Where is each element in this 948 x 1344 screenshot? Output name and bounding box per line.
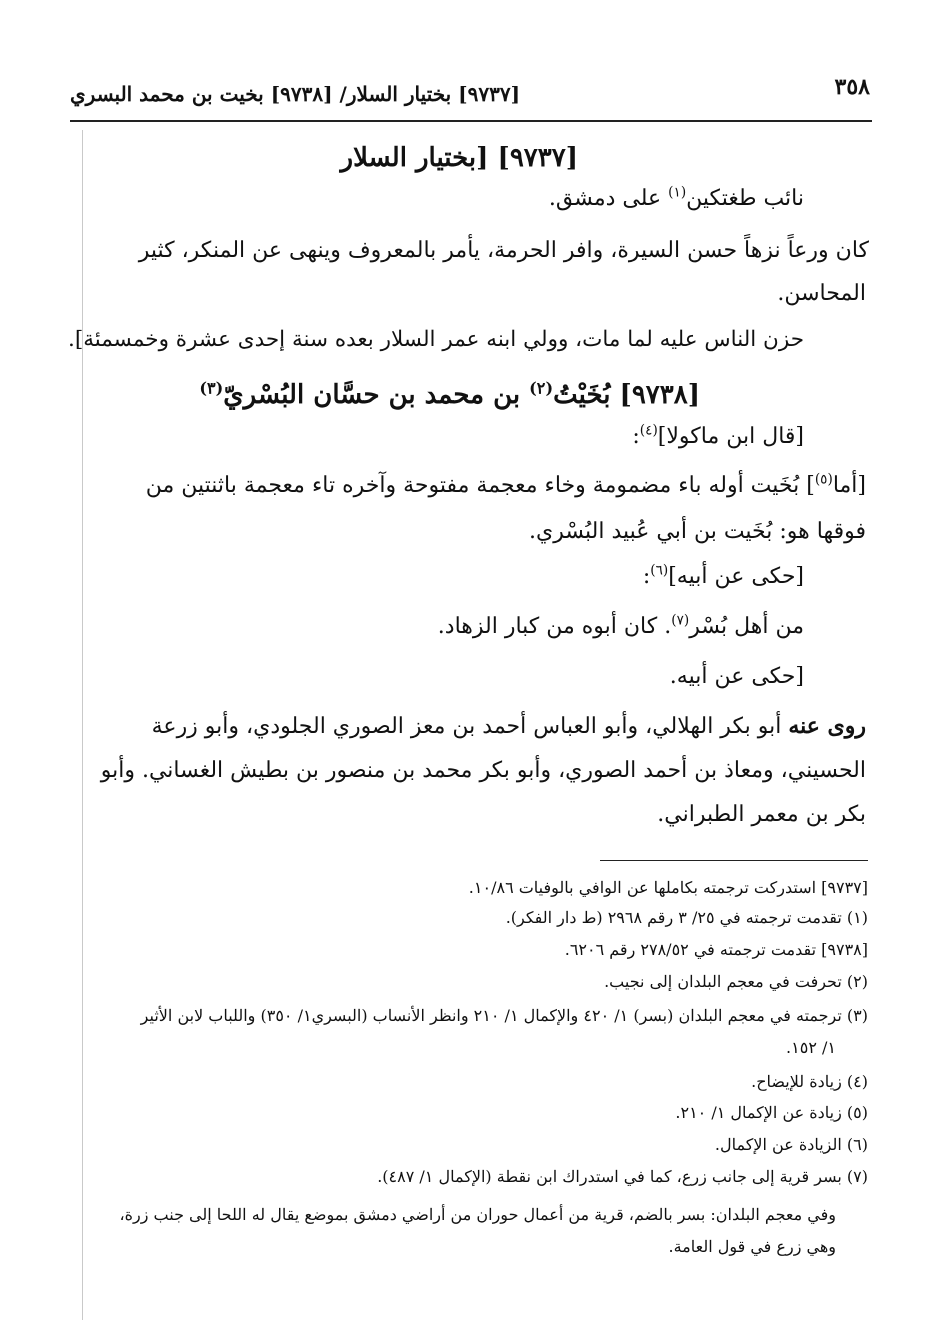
- text: :: [642, 564, 651, 589]
- footnote: (٤) زيادة للإيضاح.: [751, 1072, 868, 1091]
- entry1-para2-line1: [139, 237, 869, 266]
- page-header: [70, 74, 870, 114]
- text: نائب طغتكين: [686, 186, 804, 211]
- footnote: ١/ ١٥٢.: [786, 1038, 836, 1057]
- text: كان ورعاً نزهاً حسن السيرة، وافر الحرمة، يأمر بالمعروف وينهى عن المنكر، كثير: [138, 238, 869, 263]
- entry1-para2-line2: [777, 280, 866, 309]
- text: على دمشق.: [548, 186, 669, 211]
- text: . كان أبوه من كبار الزهاد.: [437, 614, 672, 639]
- text: الحسيني، ومعاذ بن أحمد الصوري، وأبو بكر محمد بن منصور بن بطيش الغساني. وأبو: [100, 758, 866, 783]
- footnote: [٩٧٣٨] تقدمت ترجمته في ٢٧٨/٥٢ رقم ٦٢٠٦.: [564, 940, 868, 959]
- text: بن محمد بن حسَّان البُسْريّ: [223, 380, 530, 410]
- entry-heading-9737: [341, 143, 578, 173]
- footnote: وهي زرع في قول العامة.: [668, 1237, 836, 1256]
- header-rule: [70, 120, 872, 122]
- text: [حكى عن أبيه.: [669, 664, 804, 689]
- rawa-line1: [152, 712, 866, 742]
- footnote-ref: (٤): [639, 422, 658, 439]
- footnote: (٥) زيادة عن الإكمال ١/ ٢١٠.: [675, 1103, 868, 1122]
- text: :: [632, 424, 640, 449]
- text: [أما: [832, 473, 866, 498]
- footnote: (٢) تحرفت في معجم البلدان إلى نجيب.: [604, 972, 868, 991]
- entry2-line6: [670, 663, 804, 692]
- entry2-line1: [632, 423, 804, 452]
- footnote: (٧) بسر قرية إلى جانب زرع، كما في استدراك ابن نقطة (الإكمال ١/ ٤٨٧).: [377, 1167, 868, 1186]
- rawa-line2: [101, 757, 866, 786]
- text: فوقها هو: بُخَيت بن أبي عُبيد البُسْري.: [529, 519, 866, 544]
- scan-edge-line: [82, 130, 83, 1320]
- footnote-ref: (١): [668, 184, 687, 201]
- footnote-ref: (٧): [671, 612, 690, 629]
- footnote-ref: (٦): [650, 562, 669, 579]
- text: [قال ابن ماكولا]: [657, 424, 804, 449]
- footnote: [٩٧٣٧] استدركت ترجمته بكاملها عن الوافي بالوفيات ١٠/٨٦.: [468, 878, 868, 897]
- entry-heading-9738: [199, 380, 700, 410]
- text: المحاسن.: [777, 281, 866, 306]
- entry-heading-text: [٩٧٣٧] [بختيار السلار: [340, 143, 578, 173]
- text: أبو بكر الهلالي، وأبو العباس أحمد بن معز الصوري الجلودي، وأبو زرعة: [151, 714, 789, 739]
- footnote-ref: (٥): [814, 471, 833, 488]
- footnote-rule: [600, 860, 868, 861]
- entry1-para3: [68, 326, 804, 354]
- footnote: وفي معجم البلدان: بسر بالضم، قرية من أعمال حوران من أراضي دمشق بموضع يقال له اللحا إلى جنب زرة،: [119, 1205, 836, 1224]
- entry2-line5: [438, 613, 804, 642]
- entry2-line4: [643, 563, 804, 592]
- page-number: ٣٥٨: [834, 74, 870, 100]
- entry2-line2: [146, 472, 866, 501]
- text: [حكى عن أبيه]: [668, 564, 804, 589]
- rawa-line3: [657, 801, 866, 830]
- text: من أهل بُسْر: [689, 614, 804, 639]
- footnote: (٣) ترجمته في معجم البلدان (بسر) ١/ ٤٢٠ والإكمال ١/ ٢١٠ وانظر الأنساب (البسري١/ ٣٥٠) واللباب لابن الأثير: [140, 1006, 868, 1025]
- text: حزن الناس عليه لما مات، وولي ابنه عمر السلار بعده سنة إحدى عشرة وخمسمئة].: [68, 327, 804, 352]
- rawa-label: روى عنه: [788, 713, 866, 739]
- running-title: [٩٧٣٧] بختيار السلار/ [٩٧٣٨] بخيت بن محمد البسري: [70, 82, 521, 106]
- entry2-line3: [529, 518, 866, 547]
- text: بكر بن معمر الطبراني.: [657, 802, 866, 827]
- footnote: (١) تقدمت ترجمته في ٢٥/ ٣ رقم ٢٩٦٨ (ط دار الفكر).: [505, 908, 868, 927]
- entry1-line1: [549, 185, 804, 214]
- text: [٩٧٣٨] بُخَيْتُ: [553, 380, 700, 410]
- footnote-ref: (٢): [529, 378, 554, 398]
- footnote-ref: (٣): [199, 378, 224, 398]
- text: ] بُخَيت أوله باء مضمومة وخاء معجمة مفتوحة وآخره تاء معجمة باثنتين من: [145, 473, 815, 498]
- footnote: (٦) الزيادة عن الإكمال.: [714, 1135, 868, 1154]
